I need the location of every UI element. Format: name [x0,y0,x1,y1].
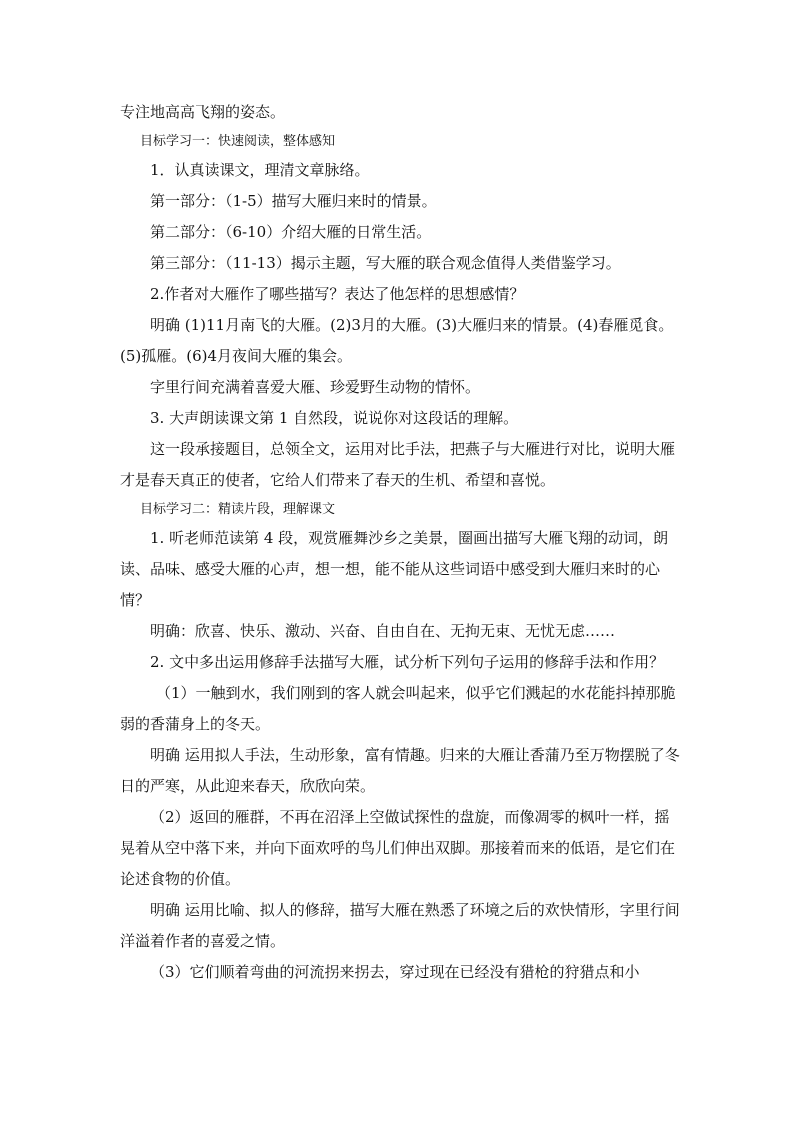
paragraph-answer-2-feeling: 字里行间充满着喜爱大雁、珍爱野生动物的情怀。 [150,378,481,396]
paragraph-question-3: 3. 大声朗读课文第 1 自然段，说说你对这段话的理解。 [150,409,519,427]
section-heading-goal-2: 目标学习二：精读片段，理解课文 [140,502,336,517]
paragraph-task-read-para-4: 1. 听老师范读第 4 段，观赏雁舞沙乡之美景，圈画出描写大雁飞翔的动词，朗读、品味、感受大雁的心声，想一想，能不能从这些词语中感受到大雁归来时的心情？ [120,529,669,609]
paragraph-answer-sentence-2: 明确 运用比喻、拟人的修辞，描写大雁在熟悉了环境之后的欢快情形，字里行间洋溢着作者的喜爱之情。 [120,901,680,950]
paragraph-task-1: 1．认真读课文，理清文章脉络。 [150,161,370,179]
paragraph-answer-sentence-1: 明确 运用拟人手法，生动形象，富有情趣。归来的大雁让香蒲乃至万物摆脱了冬日的严寒，从此迎来春天，欣欣向荣。 [120,746,680,795]
paragraph-question-rhetoric: 2. 文中多出运用修辞手法描写大雁，试分析下列句子运用的修辞手法和作用？ [150,653,665,671]
document-body [120,97,680,988]
paragraph-answer-3: 这一段承接题目，总领全文，运用对比手法，把燕子与大雁进行对比，说明大雁才是春天真正的使者，它给人们带来了春天的生机、希望和喜悦。 [120,440,676,489]
section-heading-goal-1: 目标学习一：快速阅读，整体感知 [140,134,336,149]
paragraph-part-2: 第二部分：（6-10）介绍大雁的日常生活。 [150,223,432,241]
paragraph-sentence-1: （1）一触到水，我们刚到的客人就会叫起来，似乎它们溅起的水花能抖掉那脆弱的香蒲身上的冬天。 [120,684,676,733]
paragraph-answer-feelings: 明确：欣喜、快乐、激动、兴奋、自由自在、无拘无束、无忧无虑…… [150,622,616,640]
paragraph-answer-2: 明确 (1)11月南飞的大雁。(2)3月的大雁。(3)大雁归来的情景。(4)春雁觅食。(5)孤雁。(6)4月夜间大雁的集会。 [120,316,674,365]
paragraph-sentence-3: （3）它们顺着弯曲的河流拐来拐去，穿过现在已经没有猎枪的狩猎点和小 [150,963,640,981]
paragraph-part-1: 第一部分：（1-5）描写大雁归来时的情景。 [150,192,437,210]
paragraph-intro-continuation: 专注地高高飞翔的姿态。 [120,103,286,121]
paragraph-sentence-2: （2）返回的雁群，不再在沼泽上空做试探性的盘旋，而像凋零的枫叶一样，摇晃着从空中落下来，并向下面欢呼的鸟儿们伸出双脚。那接着而来的低语，是它们在论述食物的价值。 [120,808,676,888]
paragraph-question-2: 2.作者对大雁作了哪些描写？表达了他怎样的思想感情？ [150,285,525,303]
paragraph-part-3: 第三部分：（11-13）揭示主题，写大雁的联合观念值得人类借鉴学习。 [150,254,621,272]
